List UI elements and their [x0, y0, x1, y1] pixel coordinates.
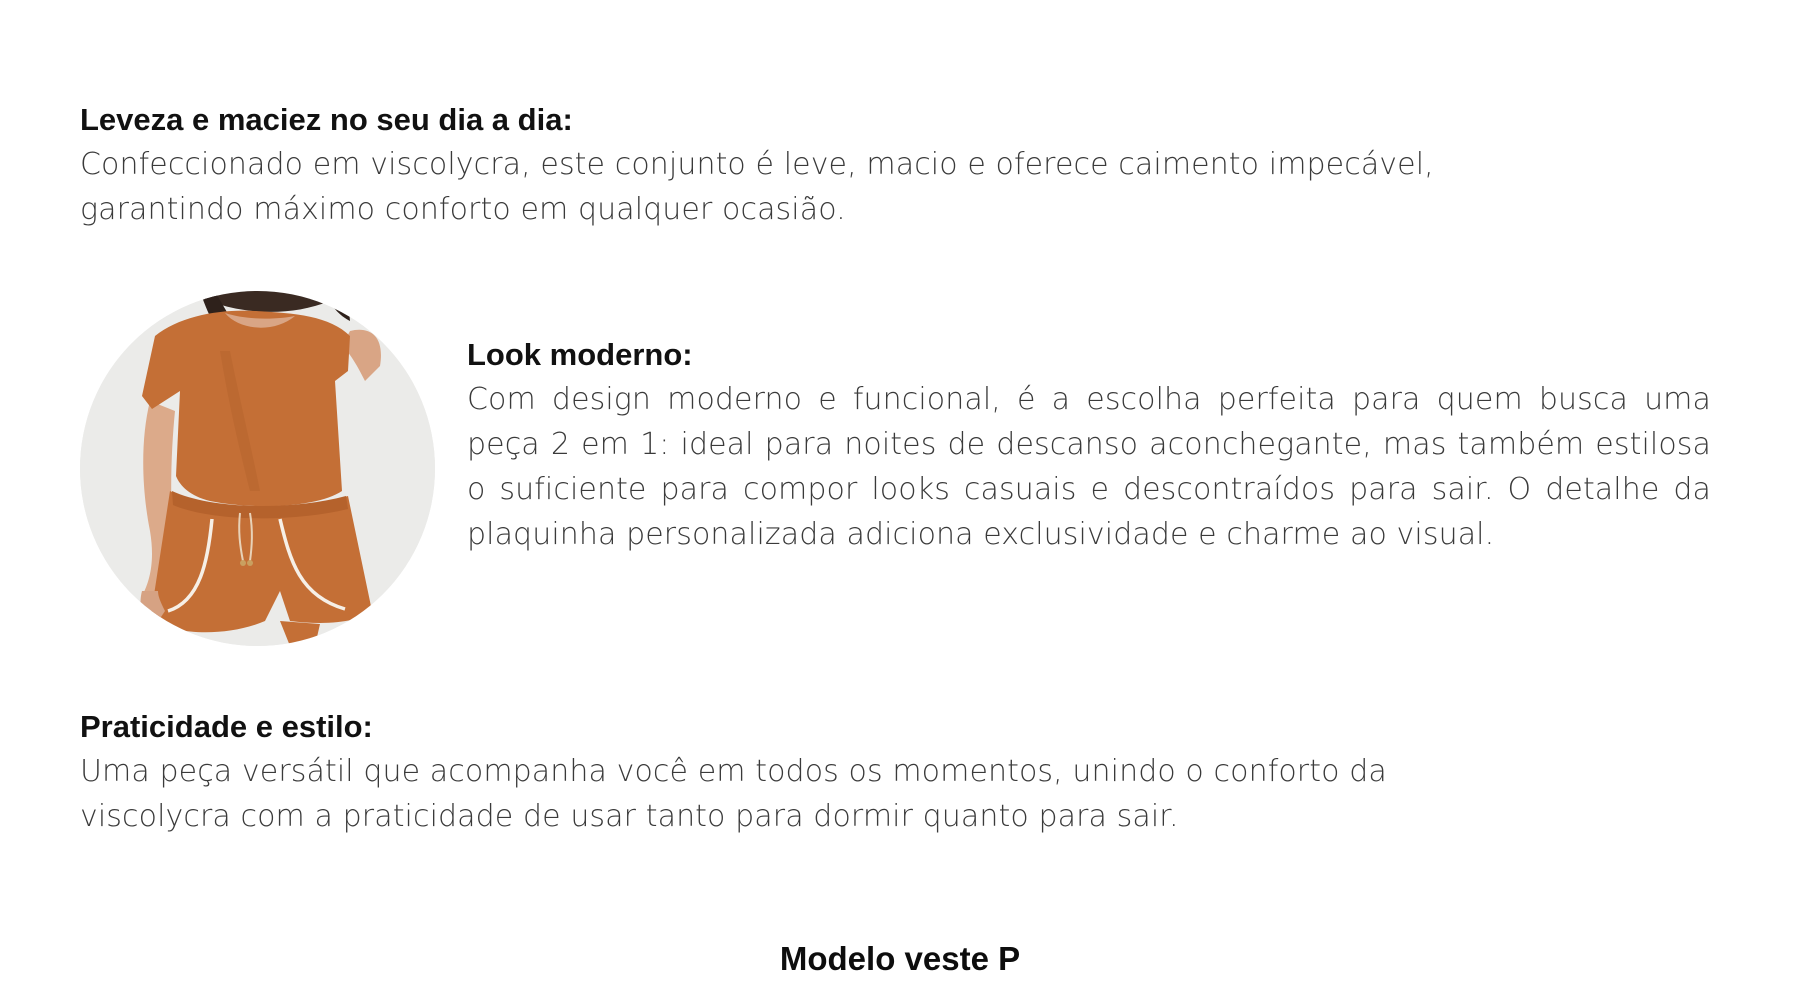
section-paragraph: Com design moderno e funcional, é a escolha perfeita para quem busca uma peça 2 em 1: ideal para noites de descanso aconchegante, mas também estilosa o suficiente para compor looks casuais e descontraídos para sair. O detalhe da plaquinha personalizada adiciona exclusividade e charme ao visual. [467, 382, 1711, 552]
model-size-note: Modelo veste P [779, 940, 1021, 977]
section-practical [80, 704, 1540, 839]
section-heading: Leveza e maciez no seu dia a dia: [80, 102, 573, 137]
section-heading: Look moderno: [467, 337, 693, 372]
section-paragraph: Uma peça versátil que acompanha você em todos os momentos, unindo o conforto da viscolycra com a praticidade de usar tanto para dormir quanto para sair. [80, 754, 1387, 834]
section-heading: Praticidade e estilo: [80, 709, 373, 744]
section-paragraph: Confeccionado em viscolycra, este conjunto é leve, macio e oferece caimento impecável, garantindo máximo conforto em qualquer ocasião. [80, 147, 1434, 227]
product-photo [80, 291, 435, 646]
section-lightness [80, 97, 1540, 232]
section-look [467, 332, 1711, 557]
